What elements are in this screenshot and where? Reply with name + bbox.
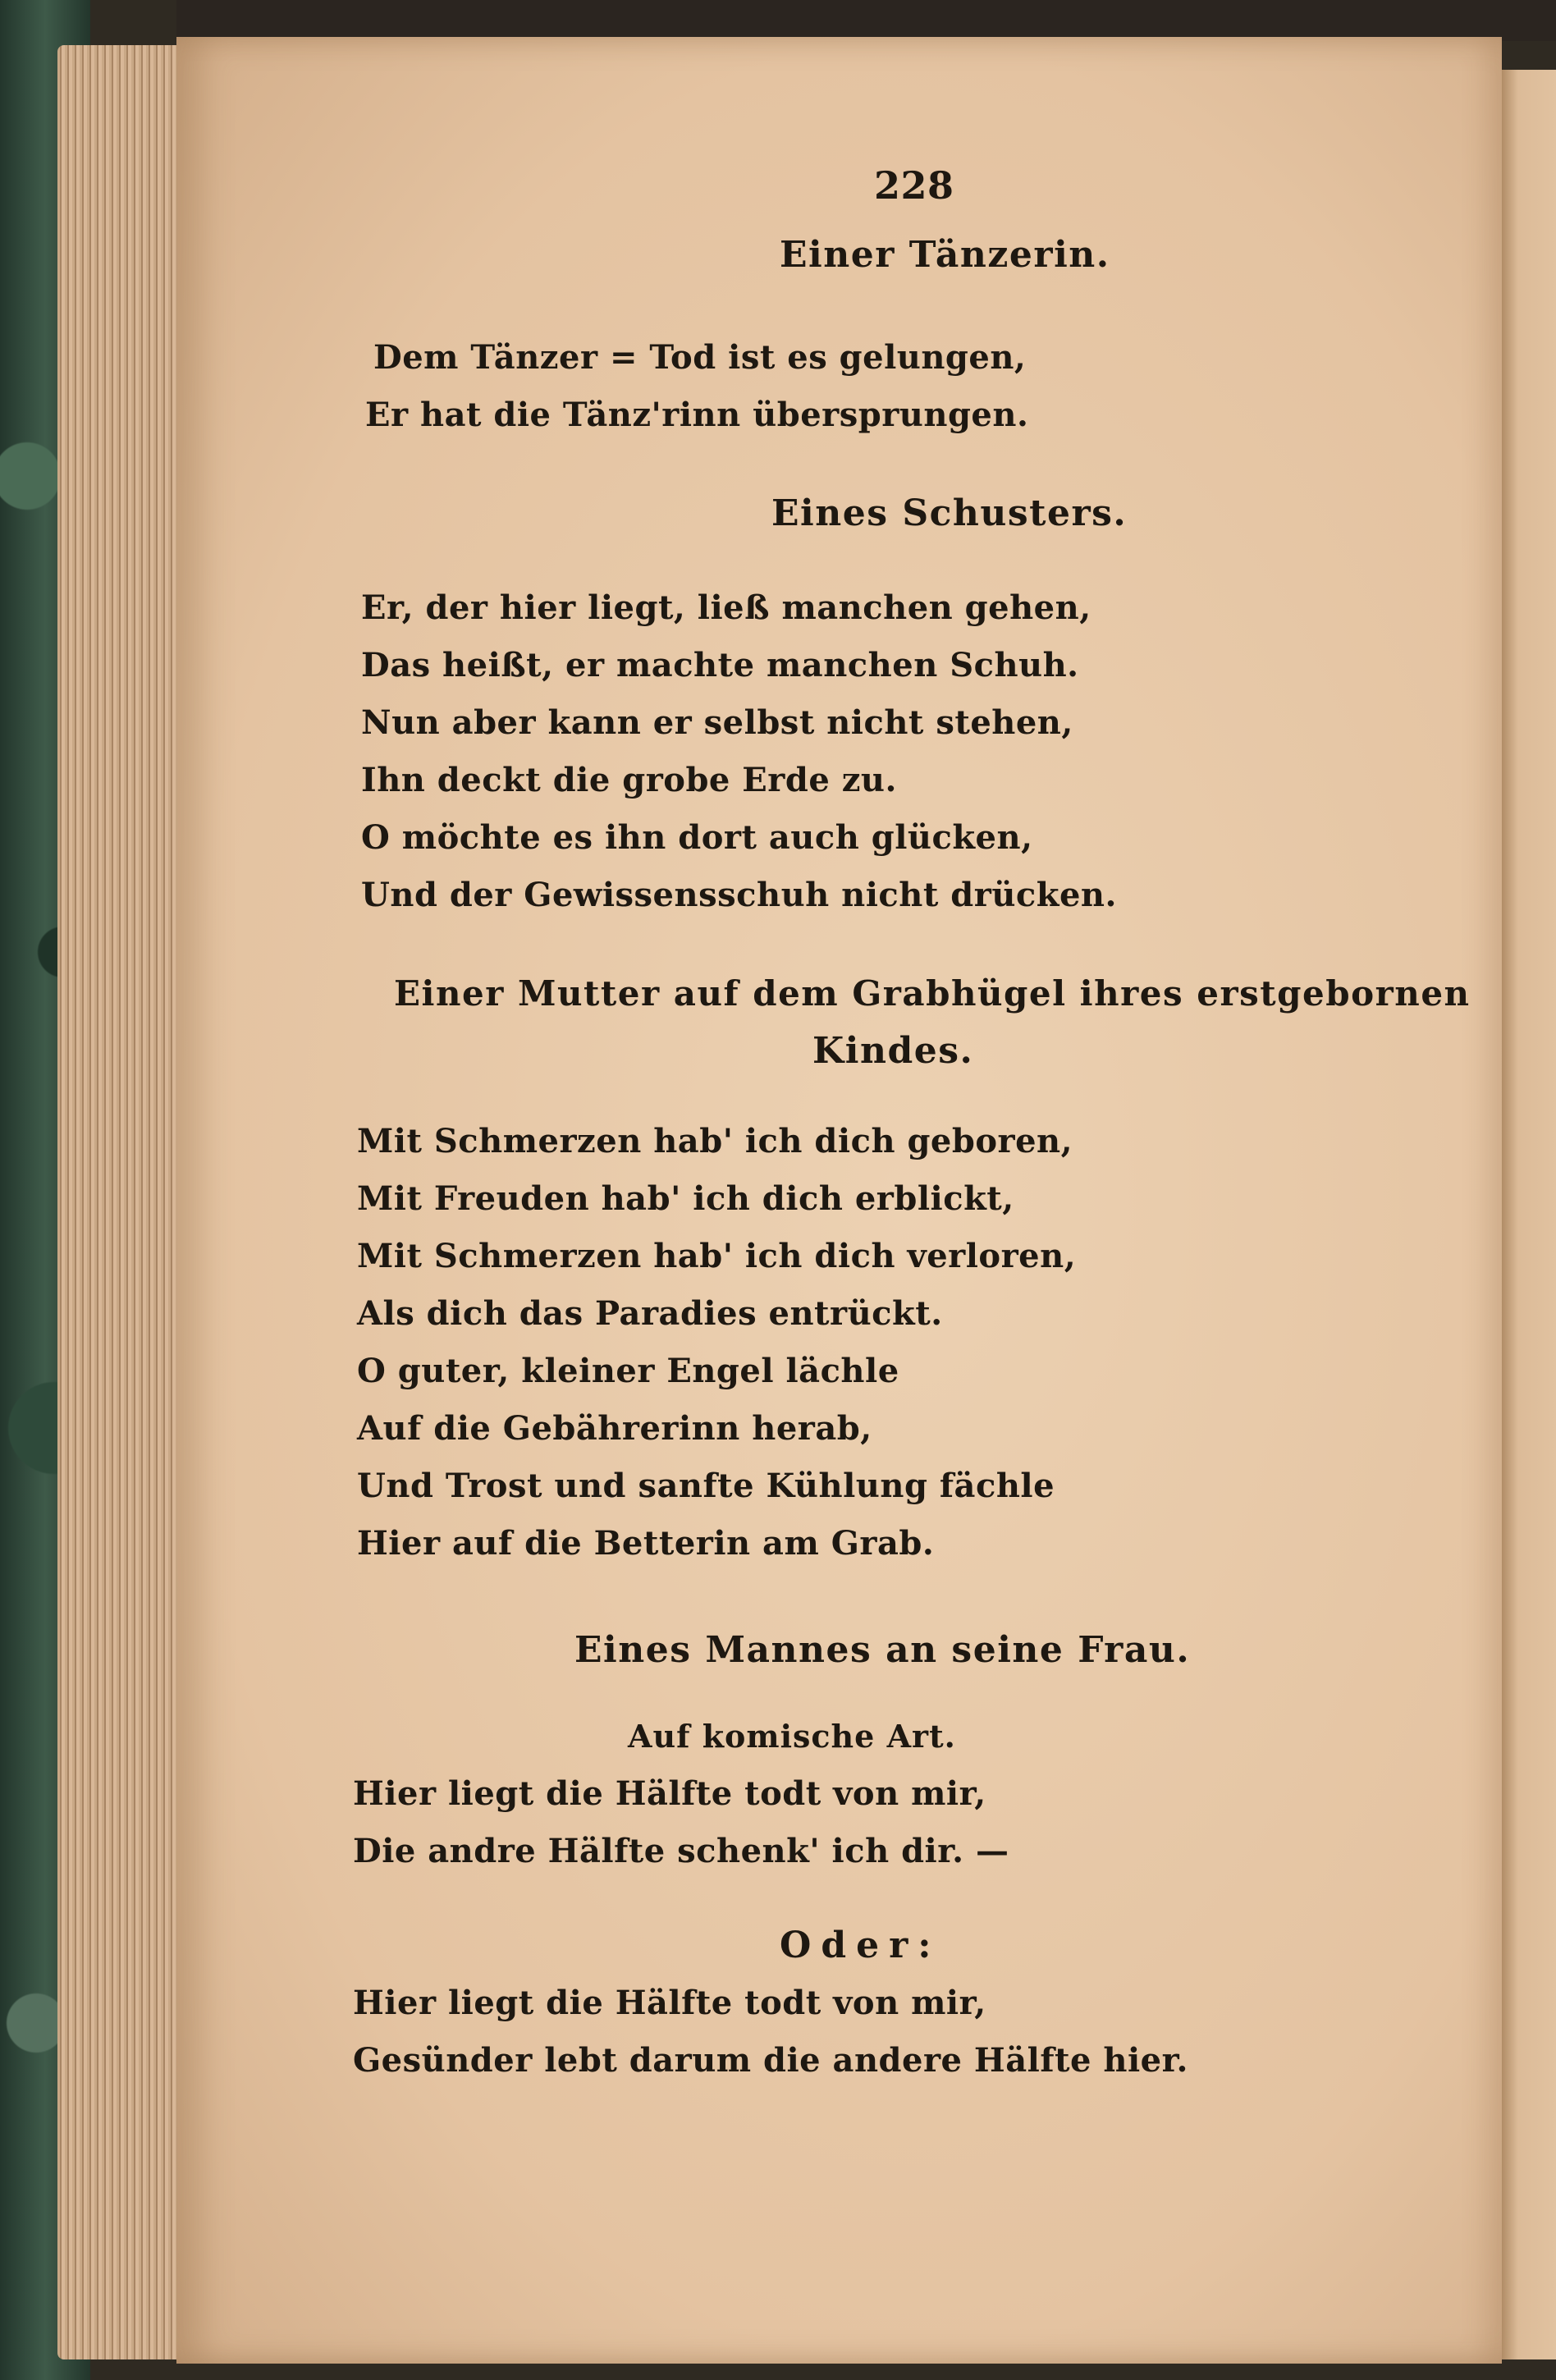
page-number: 228 [874, 163, 954, 208]
heading-mother-cont: Kindes. [812, 1030, 974, 1072]
subheading-comic: Auf komische Art. [628, 1718, 956, 1755]
verse-line: O guter, kleiner Engel lächle [357, 1352, 899, 1390]
verse-line: Er, der hier liegt, ließ manchen gehen, [361, 588, 1091, 627]
verse-line: Das heißt, er machte manchen Schuh. [361, 646, 1079, 684]
verse-line: Und der Gewissensschuh nicht drücken. [361, 876, 1117, 914]
verse-line: Mit Schmerzen hab' ich dich verloren, [357, 1237, 1077, 1275]
verse-line: Er hat die Tänz'rinn übersprungen. [365, 396, 1029, 434]
facing-page-edge [1502, 70, 1556, 2359]
verse-line: Hier liegt die Hälfte todt von mir, [353, 1774, 986, 1813]
verse-line: Ihn deckt die grobe Erde zu. [361, 761, 897, 799]
verse-line: Mit Freuden hab' ich dich erblickt, [357, 1179, 1014, 1218]
verse-line: Die andre Hälfte schenk' ich dir. — [353, 1832, 1009, 1870]
verse-line: Als dich das Paradies entrückt. [357, 1294, 943, 1333]
verse-line: Dem Tänzer = Tod ist es gelungen, [373, 338, 1027, 377]
heading-shoemaker: Eines Schusters. [771, 492, 1128, 534]
heading-dancer: Einer Tänzerin. [780, 234, 1110, 276]
verse-line: Auf die Gebährerinn herab, [357, 1409, 872, 1448]
verse-line: Nun aber kann er selbst nicht stehen, [361, 703, 1073, 742]
verse-line: Hier liegt die Hälfte todt von mir, [353, 1984, 986, 2022]
verse-line: Mit Schmerzen hab' ich dich geboren, [357, 1122, 1073, 1160]
heading-mother: Einer Mutter auf dem Grabhügel ihres erstgebornen [394, 973, 1471, 1014]
heading-husband: Eines Mannes an seine Frau. [574, 1629, 1191, 1671]
verse-line: Und Trost und sanfte Kühlung fächle [357, 1467, 1055, 1505]
verse-line: Gesünder lebt darum die andere Hälfte hier. [353, 2041, 1188, 2080]
verse-line: O möchte es ihn dort auch glücken, [361, 818, 1033, 857]
background-top [176, 0, 1556, 41]
page-edges [57, 45, 189, 2359]
verse-line: Hier auf die Betterin am Grab. [357, 1524, 935, 1563]
heading-or: Oder: [780, 1925, 941, 1966]
